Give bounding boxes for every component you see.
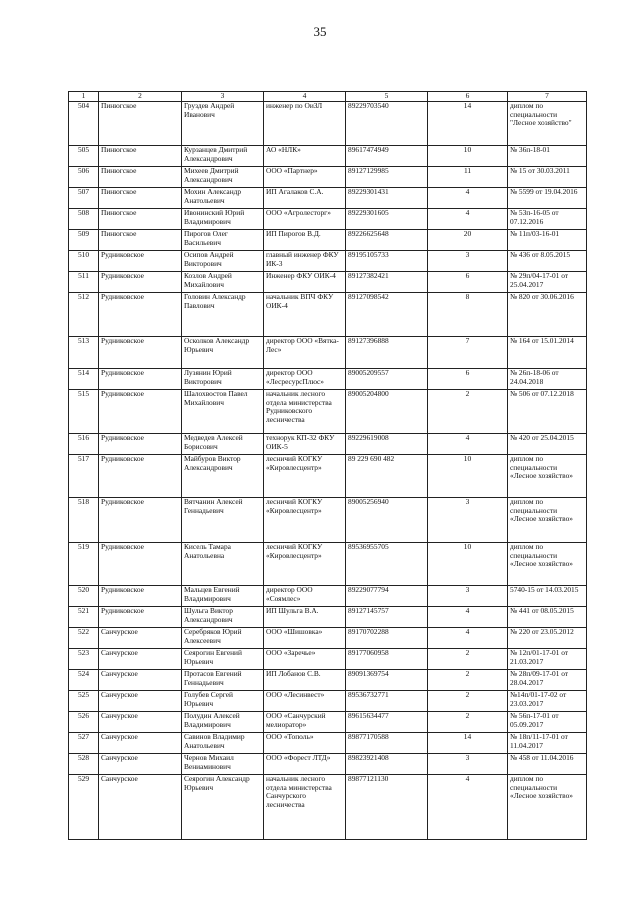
position-cell: ООО «Заречье» [264, 649, 346, 670]
position-cell: начальник ВПЧ ФКУ ОИК-4 [264, 293, 346, 337]
table-row [69, 434, 587, 455]
table-row [69, 498, 587, 543]
column-header: 6 [428, 92, 508, 102]
document-cell: № 53п-16-05 от 07.12.2016 [508, 209, 587, 230]
document-cell: № 26п-18-06 от 24.04.2018 [508, 369, 587, 390]
phone-number: 89127129985 [346, 167, 428, 188]
column-number-row [69, 92, 587, 102]
person-name: Чернов Михаил Вениаминович [182, 754, 264, 775]
document-cell: диплом по специальности «Лесное хозяйство» [508, 775, 587, 840]
forestry-cell: Рудниковское [99, 607, 182, 628]
phone-number: 89005204800 [346, 390, 428, 434]
page-number: 35 [313, 24, 327, 39]
phone-number: 89229301431 [346, 188, 428, 209]
person-name: Пирогов Олег Васильевич [182, 230, 264, 251]
phone-number: 89091369754 [346, 670, 428, 691]
quantity-cell: 4 [428, 607, 508, 628]
phone-number: 89229619008 [346, 434, 428, 455]
quantity-cell: 7 [428, 337, 508, 369]
document-cell: диплом по специальности «Лесное хозяйство» [508, 455, 587, 498]
table-row [69, 455, 587, 498]
table-row [69, 293, 587, 337]
phone-number: 89229077794 [346, 586, 428, 607]
quantity-cell: 6 [428, 369, 508, 390]
row-number: 524 [69, 670, 99, 691]
table-row [69, 586, 587, 607]
table-row [69, 369, 587, 390]
position-cell: ООО «Шишовка» [264, 628, 346, 649]
position-cell: ООО «Партнер» [264, 167, 346, 188]
position-cell: начальник лесного отдела министерства Рудниковского лесничества [264, 390, 346, 434]
quantity-cell: 6 [428, 272, 508, 293]
row-number: 510 [69, 251, 99, 272]
person-name: Осколков Александр Юрьевич [182, 337, 264, 369]
table-row [69, 775, 587, 840]
row-number: 521 [69, 607, 99, 628]
quantity-cell: 10 [428, 543, 508, 586]
quantity-cell: 2 [428, 649, 508, 670]
row-number: 522 [69, 628, 99, 649]
position-cell: ООО «Тополь» [264, 733, 346, 754]
row-number: 511 [69, 272, 99, 293]
forestry-cell: Санчурское [99, 775, 182, 840]
row-number: 508 [69, 209, 99, 230]
person-name: Савинов Владимир Анатольевич [182, 733, 264, 754]
position-cell: ООО «Лесинвест» [264, 691, 346, 712]
forestry-cell: Санчурское [99, 712, 182, 733]
person-name: Мальцев Евгений Владимирович [182, 586, 264, 607]
row-number: 519 [69, 543, 99, 586]
position-cell: директор ООО «Вятка-Лес» [264, 337, 346, 369]
quantity-cell: 4 [428, 628, 508, 649]
quantity-cell: 4 [428, 209, 508, 230]
phone-number: 89005209557 [346, 369, 428, 390]
document-cell: 5740-15 от 14.03.2015 [508, 586, 587, 607]
forestry-cell: Пинюгское [99, 167, 182, 188]
phone-number: 89536955705 [346, 543, 428, 586]
quantity-cell: 3 [428, 498, 508, 543]
position-cell: директор ООО «ЛесресурсПлюс» [264, 369, 346, 390]
document-cell: № 441 от 08.05.2015 [508, 607, 587, 628]
phone-number: 89229301605 [346, 209, 428, 230]
position-cell: ИП Лобанов С.В. [264, 670, 346, 691]
forestry-cell: Санчурское [99, 691, 182, 712]
person-name: Протасов Евгений Геннадьевич [182, 670, 264, 691]
document-cell: № 28п/09-17-01 от 28.04.2017 [508, 670, 587, 691]
row-number: 526 [69, 712, 99, 733]
position-cell: ИП Пирогов В.Д. [264, 230, 346, 251]
phone-number: 89229703540 [346, 102, 428, 146]
row-number: 525 [69, 691, 99, 712]
document-cell: № 36п-18-01 [508, 146, 587, 167]
document-cell: № 506 от 07.12.2018 [508, 390, 587, 434]
phone-number: 89823921408 [346, 754, 428, 775]
forestry-cell: Санчурское [99, 628, 182, 649]
quantity-cell: 2 [428, 691, 508, 712]
position-cell: технорук КП-32 ФКУ ОИК-5 [264, 434, 346, 455]
document-cell: № 820 от 30.06.2016 [508, 293, 587, 337]
table-row [69, 712, 587, 733]
document-cell: № 15 от 30.03.2011 [508, 167, 587, 188]
person-name: Голубев Сергей Юрьевич [182, 691, 264, 712]
row-number: 515 [69, 390, 99, 434]
registry-table [68, 91, 587, 840]
position-cell: лесничий КОГКУ «Кировлесцентр» [264, 455, 346, 498]
forestry-cell: Рудниковское [99, 293, 182, 337]
person-name: Майбуров Виктор Александрович [182, 455, 264, 498]
table-row [69, 670, 587, 691]
person-name: Серебряков Юрий Алексеевич [182, 628, 264, 649]
forestry-cell: Санчурское [99, 670, 182, 691]
quantity-cell: 3 [428, 251, 508, 272]
quantity-cell: 14 [428, 733, 508, 754]
phone-number: 89127098542 [346, 293, 428, 337]
forestry-cell: Рудниковское [99, 272, 182, 293]
position-cell: Инженер ФКУ ОИК-4 [264, 272, 346, 293]
forestry-cell: Пинюгское [99, 230, 182, 251]
person-name: Ивонинский Юрий Владимирович [182, 209, 264, 230]
position-cell: лесничий КОГКУ «Кировлесцентр» [264, 498, 346, 543]
quantity-cell: 3 [428, 586, 508, 607]
phone-number: 89615634477 [346, 712, 428, 733]
quantity-cell: 10 [428, 146, 508, 167]
table-row [69, 649, 587, 670]
phone-number: 89127382421 [346, 272, 428, 293]
phone-number: 89127396888 [346, 337, 428, 369]
position-cell: ООО «Агролесторг» [264, 209, 346, 230]
document-cell: № 56п-17-01 от 05.09.2017 [508, 712, 587, 733]
person-name: Козлов Андрей Михайлович [182, 272, 264, 293]
table-row [69, 146, 587, 167]
person-name: Медведев Алексей Борисович [182, 434, 264, 455]
position-cell: начальник лесного отдела министерства Санчурского лесничества [264, 775, 346, 840]
person-name: Лузянин Юрий Викторович [182, 369, 264, 390]
document-cell: № 458 от 11.04.2016 [508, 754, 587, 775]
row-number: 512 [69, 293, 99, 337]
person-name: Михеев Дмитрий Александрович [182, 167, 264, 188]
column-header: 7 [508, 92, 587, 102]
table-row [69, 209, 587, 230]
quantity-cell: 2 [428, 390, 508, 434]
column-header: 3 [182, 92, 264, 102]
phone-number: 89877121130 [346, 775, 428, 840]
forestry-cell: Рудниковское [99, 586, 182, 607]
forestry-cell: Рудниковское [99, 390, 182, 434]
quantity-cell: 20 [428, 230, 508, 251]
forestry-cell: Рудниковское [99, 251, 182, 272]
document-cell: № 11п/03-16-01 [508, 230, 587, 251]
table-row [69, 390, 587, 434]
person-name: Полудин Алексей Владимирович [182, 712, 264, 733]
quantity-cell: 4 [428, 775, 508, 840]
phone-number: 89536732771 [346, 691, 428, 712]
quantity-cell: 11 [428, 167, 508, 188]
table-row [69, 102, 587, 146]
row-number: 507 [69, 188, 99, 209]
position-cell: АО «НЛК» [264, 146, 346, 167]
forestry-cell: Санчурское [99, 754, 182, 775]
quantity-cell: 2 [428, 712, 508, 733]
position-cell: главный инженер ФКУ ИК-3 [264, 251, 346, 272]
table-row [69, 272, 587, 293]
row-number: 513 [69, 337, 99, 369]
row-number: 514 [69, 369, 99, 390]
row-number: 509 [69, 230, 99, 251]
table-row [69, 251, 587, 272]
quantity-cell: 4 [428, 434, 508, 455]
forestry-cell: Пинюгское [99, 209, 182, 230]
person-name: Курзанцев Дмитрий Александрович [182, 146, 264, 167]
document-cell: № 420 от 25.04.2015 [508, 434, 587, 455]
row-number: 520 [69, 586, 99, 607]
quantity-cell: 4 [428, 188, 508, 209]
phone-number: 89877170588 [346, 733, 428, 754]
row-number: 528 [69, 754, 99, 775]
row-number: 505 [69, 146, 99, 167]
position-cell: ИП Шульга В.А. [264, 607, 346, 628]
phone-number: 89005256940 [346, 498, 428, 543]
document-cell: № 12п/01-17-01 от 21.03.2017 [508, 649, 587, 670]
position-cell: ИП Агалаков С.А. [264, 188, 346, 209]
row-number: 523 [69, 649, 99, 670]
person-name: Шалохвостов Павел Михайлович [182, 390, 264, 434]
position-cell: лесничий КОГКУ «Кировлесцентр» [264, 543, 346, 586]
person-name: Мохин Александр Анатольевич [182, 188, 264, 209]
forestry-cell: Рудниковское [99, 369, 182, 390]
person-name: Груздев Андрей Иванович [182, 102, 264, 146]
table-body [69, 102, 587, 840]
forestry-cell: Рудниковское [99, 337, 182, 369]
table-row [69, 543, 587, 586]
quantity-cell: 10 [428, 455, 508, 498]
document-cell: № 5599 от 19.04.2016 [508, 188, 587, 209]
forestry-cell: Пинюгское [99, 146, 182, 167]
person-name: Шульга Виктор Александрович [182, 607, 264, 628]
document-cell: №14п/01-17-02 от 23.03.2017 [508, 691, 587, 712]
person-name: Сеярогин Евгений Юрьевич [182, 649, 264, 670]
forestry-cell: Пинюгское [99, 188, 182, 209]
forestry-cell: Санчурское [99, 649, 182, 670]
forestry-cell: Рудниковское [99, 455, 182, 498]
document-cell: диплом по специальности "Лесное хозяйство" [508, 102, 587, 146]
table-row [69, 754, 587, 775]
forestry-cell: Рудниковское [99, 543, 182, 586]
table-row [69, 188, 587, 209]
column-header: 1 [69, 92, 99, 102]
phone-number: 89226625648 [346, 230, 428, 251]
phone-number: 89195105733 [346, 251, 428, 272]
forestry-cell: Санчурское [99, 733, 182, 754]
row-number: 527 [69, 733, 99, 754]
row-number: 506 [69, 167, 99, 188]
quantity-cell: 2 [428, 670, 508, 691]
position-cell: директор ООО «Соямлес» [264, 586, 346, 607]
document-cell: № 220 от 23.05.2012 [508, 628, 587, 649]
table-row [69, 607, 587, 628]
person-name: Вятчанин Алексей Геннадьевич [182, 498, 264, 543]
quantity-cell: 3 [428, 754, 508, 775]
table-row [69, 691, 587, 712]
document-cell: № 18п/11-17-01 от 11.04.2017 [508, 733, 587, 754]
phone-number: 89170702288 [346, 628, 428, 649]
position-cell: инженер по ОиЗЛ [264, 102, 346, 146]
table-row [69, 167, 587, 188]
person-name: Осипов Андрей Викторович [182, 251, 264, 272]
phone-number: 89 229 690 482 [346, 455, 428, 498]
column-header: 2 [99, 92, 182, 102]
person-name: Головин Александр Павлович [182, 293, 264, 337]
row-number: 516 [69, 434, 99, 455]
position-cell: ООО «Форест ЛТД» [264, 754, 346, 775]
column-header: 4 [264, 92, 346, 102]
forestry-cell: Рудниковское [99, 498, 182, 543]
phone-number: 89177060958 [346, 649, 428, 670]
document-cell: диплом по специальности «Лесное хозяйство» [508, 498, 587, 543]
phone-number: 89617474949 [346, 146, 428, 167]
forestry-cell: Рудниковское [99, 434, 182, 455]
person-name: Сеярогин Александр Юрьевич [182, 775, 264, 840]
row-number: 529 [69, 775, 99, 840]
column-header: 5 [346, 92, 428, 102]
document-cell: № 164 от 15.01.2014 [508, 337, 587, 369]
quantity-cell: 8 [428, 293, 508, 337]
document-cell: диплом по специальности «Лесное хозяйство» [508, 543, 587, 586]
forestry-cell: Пинюгское [99, 102, 182, 146]
table-row [69, 230, 587, 251]
phone-number: 89127145757 [346, 607, 428, 628]
document-cell: № 29п/04-17-01 от 25.04.2017 [508, 272, 587, 293]
document-cell: № 436 от 8.05.2015 [508, 251, 587, 272]
table-row [69, 628, 587, 649]
row-number: 517 [69, 455, 99, 498]
row-number: 504 [69, 102, 99, 146]
position-cell: ООО «Санчурский мелиоратор» [264, 712, 346, 733]
table-row [69, 733, 587, 754]
table-row [69, 337, 587, 369]
row-number: 518 [69, 498, 99, 543]
person-name: Кисель Тамара Анатольевна [182, 543, 264, 586]
quantity-cell: 14 [428, 102, 508, 146]
